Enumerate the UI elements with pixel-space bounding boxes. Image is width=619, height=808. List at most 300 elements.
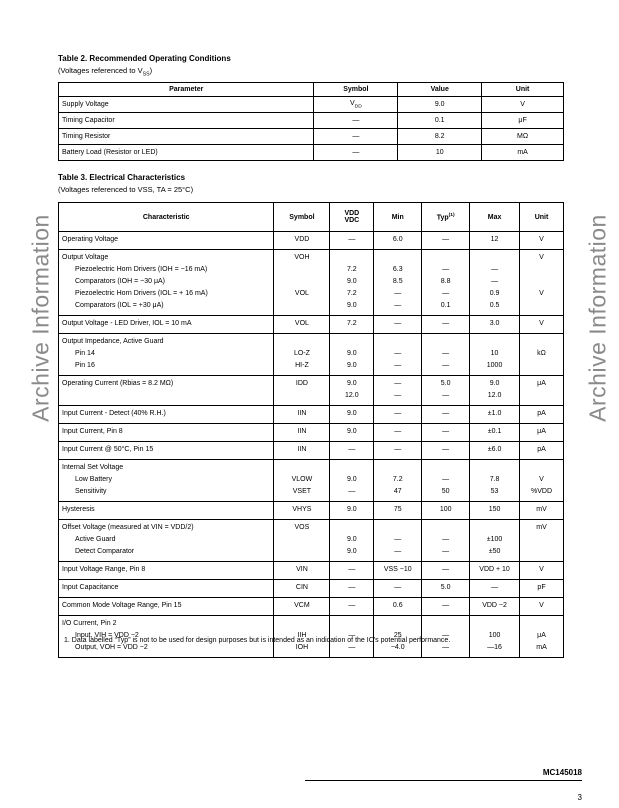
vdd-cell (330, 502, 374, 520)
min-cell (374, 250, 422, 316)
table-header-row (59, 203, 564, 232)
max-cell (470, 232, 520, 250)
characteristic-cell (59, 250, 274, 316)
cell-line: — (442, 632, 450, 639)
unit-cell (520, 460, 564, 502)
cell-line: VSET (292, 488, 312, 495)
max-cell (470, 460, 520, 502)
value-cell: 10 (398, 145, 482, 161)
cell-line: VIN (296, 566, 308, 573)
unit-cell (520, 580, 564, 598)
cell-line: 0.1 (440, 302, 451, 309)
unit-cell (520, 316, 564, 334)
cell-line: 9.0 (346, 428, 357, 435)
cell-line: Operating Voltage (62, 236, 119, 243)
characteristic-cell (59, 502, 274, 520)
column-header-max: Max (470, 203, 520, 232)
characteristic-cell (59, 598, 274, 616)
symbol-cell (274, 442, 330, 460)
typ-cell (422, 232, 470, 250)
max-cell (470, 424, 520, 442)
characteristic-cell (59, 424, 274, 442)
table-row (59, 334, 564, 376)
cell-line (523, 618, 560, 630)
cell-line: Hysteresis (62, 506, 95, 513)
table3-title: Table 3. Electrical Characteristics (58, 173, 186, 182)
archive-watermark-left: Archive Information (27, 214, 54, 422)
table-row (59, 406, 564, 424)
max-cell (470, 580, 520, 598)
cell-line: 9.0 (346, 536, 357, 543)
value-cell: 0.1 (398, 113, 482, 129)
unit-cell (520, 616, 564, 658)
min-cell (374, 460, 422, 502)
cell-line (473, 522, 516, 534)
cell-line: ±50 (488, 548, 501, 555)
cell-line: V (539, 290, 544, 297)
cell-line: μA (537, 380, 546, 387)
cell-line: IIN (297, 428, 307, 435)
cell-line: — (442, 362, 450, 369)
cell-line: μA (537, 632, 546, 639)
cell-line: Output Impedance, Active Guard (62, 338, 164, 345)
cell-line: Operating Current (Rbias = 8.2 MΩ) (62, 380, 174, 387)
cell-line: — (442, 446, 450, 453)
characteristic-cell (59, 580, 274, 598)
table-header-row (59, 83, 564, 97)
cell-line: 10 (490, 350, 499, 357)
cell-line (333, 462, 370, 474)
max-cell (470, 406, 520, 424)
cell-line (277, 546, 326, 558)
cell-line: — (348, 488, 356, 495)
unit-cell (520, 334, 564, 376)
cell-line: −4.0 (390, 644, 405, 651)
cell-line: I/O Current, Pin 2 (62, 620, 117, 627)
electrical-characteristics-table (58, 202, 564, 658)
typ-cell (422, 376, 470, 406)
cell-line (277, 264, 326, 276)
column-header-symbol: Symbol (274, 203, 330, 232)
symbol-cell (274, 232, 330, 250)
cell-line: — (394, 392, 402, 399)
typ-cell (422, 580, 470, 598)
cell-line: %VDD (531, 488, 553, 495)
cell-line: — (394, 362, 402, 369)
cell-line: V (539, 602, 544, 609)
vdd-cell (330, 580, 374, 598)
cell-line: 6.3 (392, 266, 403, 273)
max-cell (470, 334, 520, 376)
min-cell (374, 406, 422, 424)
cell-line: Active Guard (75, 536, 116, 543)
cell-line: 9.0 (346, 380, 357, 387)
cell-line (277, 276, 326, 288)
cell-line: VOL (294, 290, 309, 297)
cell-line: — (394, 380, 402, 387)
symbol-cell (274, 424, 330, 442)
cell-line: — (348, 602, 356, 609)
cell-line: 7.8 (489, 476, 500, 483)
cell-line (523, 276, 560, 288)
unit-cell: μF (482, 113, 564, 129)
characteristic-cell (59, 406, 274, 424)
cell-line: — (394, 428, 402, 435)
cell-line: — (394, 536, 402, 543)
cell-line: — (442, 548, 450, 555)
cell-line: — (442, 410, 450, 417)
cell-line: Input Current - Detect (40% R.H.) (62, 410, 166, 417)
cell-line (277, 462, 326, 474)
cell-line: 12.0 (345, 392, 359, 399)
symbol-cell (274, 316, 330, 334)
table-row (59, 316, 564, 334)
cell-line: VDD + 10 (479, 566, 510, 573)
cell-line: pA (537, 410, 546, 417)
cell-line: — (491, 278, 499, 285)
table-body (59, 232, 564, 658)
cell-line: V (539, 476, 544, 483)
cell-line (333, 618, 370, 630)
max-cell (470, 520, 520, 562)
cell-line (523, 390, 560, 402)
column-header-min: Min (374, 203, 422, 232)
vdd-cell (330, 562, 374, 580)
cell-line: V (539, 254, 544, 261)
cell-line (277, 534, 326, 546)
cell-line: 100 (488, 632, 501, 639)
cell-line (523, 300, 560, 312)
cell-line: VHYS (292, 506, 312, 513)
cell-line: 9.0 (346, 278, 357, 285)
table-row (59, 145, 564, 161)
cell-line: — (442, 236, 450, 243)
cell-line: pA (537, 446, 546, 453)
table3-subtitle: (Voltages referenced to VSS, TA = 25°C) (58, 185, 194, 194)
cell-line (523, 462, 560, 474)
cell-line (377, 462, 418, 474)
cell-line (277, 390, 326, 402)
cell-line: VDD (294, 236, 310, 243)
min-cell (374, 598, 422, 616)
symbol-cell: — (314, 145, 398, 161)
cell-line: Detect Comparator (75, 548, 135, 555)
table-row (59, 250, 564, 316)
cell-line: 1000 (486, 362, 503, 369)
parameter-cell: Timing Resistor (59, 129, 314, 145)
unit-cell (520, 442, 564, 460)
typ-cell (422, 250, 470, 316)
cell-line: Comparators (IOH = −30 μA) (75, 278, 166, 285)
cell-line: V (539, 566, 544, 573)
cell-line: Input Current, Pin 8 (62, 428, 123, 435)
cell-line: — (394, 350, 402, 357)
cell-line: Output, VOH = VDD −2 (75, 644, 148, 651)
cell-line: 8.5 (392, 278, 403, 285)
vdd-cell (330, 250, 374, 316)
footer-divider (305, 780, 582, 781)
cell-line: 9.0 (489, 380, 500, 387)
cell-line: — (442, 476, 450, 483)
cell-line: VLOW (291, 476, 313, 483)
cell-line: 6.0 (392, 236, 403, 243)
symbol-cell (274, 334, 330, 376)
vdd-cell (330, 598, 374, 616)
min-cell (374, 502, 422, 520)
cell-line: — (442, 320, 450, 327)
vdd-cell (330, 520, 374, 562)
cell-line: mV (536, 506, 547, 513)
typ-cell (422, 598, 470, 616)
cell-line: 100 (439, 506, 452, 513)
symbol-cell: — (314, 129, 398, 145)
cell-line: kΩ (537, 350, 546, 357)
unit-cell (520, 250, 564, 316)
cell-line: IIH (297, 632, 307, 639)
cell-line: 9.0 (346, 548, 357, 555)
typ-cell (422, 424, 470, 442)
max-cell (470, 316, 520, 334)
cell-line: 47 (393, 488, 402, 495)
symbol-cell (274, 598, 330, 616)
table2-title: Table 2. Recommended Operating Conditions (58, 54, 231, 63)
max-cell (470, 502, 520, 520)
cell-line: Input Current @ 50°C, Pin 15 (62, 446, 154, 453)
cell-line: — (348, 644, 356, 651)
cell-line: — (348, 236, 356, 243)
cell-line: — (348, 632, 356, 639)
cell-line (277, 336, 326, 348)
cell-line: — (442, 350, 450, 357)
cell-line: Low Battery (75, 476, 112, 483)
cell-line (425, 618, 466, 630)
characteristic-cell (59, 232, 274, 250)
cell-line (377, 618, 418, 630)
parameter-cell: Supply Voltage (59, 97, 314, 113)
cell-line: — (394, 320, 402, 327)
unit-cell (520, 232, 564, 250)
column-header: Symbol (314, 83, 398, 97)
cell-line: 0.5 (489, 302, 500, 309)
vdd-cell (330, 424, 374, 442)
cell-line: pF (537, 584, 546, 591)
characteristic-cell (59, 442, 274, 460)
table-row (59, 580, 564, 598)
symbol-cell (274, 376, 330, 406)
typ-cell (422, 334, 470, 376)
max-cell (470, 376, 520, 406)
unit-cell: MΩ (482, 129, 564, 145)
cell-line: IOH (295, 644, 309, 651)
table-row (59, 502, 564, 520)
cell-line: mA (536, 644, 547, 651)
cell-line: V (539, 236, 544, 243)
unit-cell (520, 520, 564, 562)
cell-line: Input Voltage Range, Pin 8 (62, 566, 146, 573)
max-cell (470, 616, 520, 658)
table-row (59, 520, 564, 562)
characteristic-cell (59, 562, 274, 580)
cell-line: 9.0 (346, 410, 357, 417)
cell-line: — (394, 410, 402, 417)
min-cell (374, 442, 422, 460)
characteristic-cell (59, 460, 274, 502)
cell-line: Internal Set Voltage (62, 464, 124, 471)
cell-line: VOL (294, 320, 309, 327)
typ-cell (422, 442, 470, 460)
vdd-cell (330, 316, 374, 334)
vdd-cell (330, 442, 374, 460)
cell-line (523, 546, 560, 558)
min-cell (374, 334, 422, 376)
vdd-cell (330, 376, 374, 406)
vdd-cell (330, 406, 374, 424)
column-header-vdd: VDD VDC (330, 203, 374, 232)
symbol-cell (274, 502, 330, 520)
typ-cell (422, 460, 470, 502)
table-row (59, 598, 564, 616)
cell-line (62, 390, 270, 402)
cell-line: 3.0 (489, 320, 500, 327)
cell-line (333, 522, 370, 534)
typ-cell (422, 520, 470, 562)
cell-line: 9.0 (346, 350, 357, 357)
table2-subtitle: (Voltages referenced to $V_{SS}$) (58, 66, 153, 78)
cell-line (523, 336, 560, 348)
cell-line: 150 (488, 506, 501, 513)
cell-line (425, 462, 466, 474)
typ-cell (422, 316, 470, 334)
typ-cell (422, 502, 470, 520)
unit-cell (520, 376, 564, 406)
max-cell (470, 442, 520, 460)
cell-line: 7.2 (392, 476, 403, 483)
cell-line: Output Voltage - LED Driver, IOL = 10 mA (62, 320, 192, 327)
min-cell (374, 580, 422, 598)
characteristic-cell (59, 334, 274, 376)
table-row (59, 97, 564, 113)
cell-line (333, 252, 370, 264)
cell-line: mV (536, 524, 547, 531)
unit-cell (520, 598, 564, 616)
cell-line: 0.6 (392, 602, 403, 609)
unit-cell (520, 502, 564, 520)
cell-line: ±1.0 (487, 410, 502, 417)
recommended-operating-conditions-table (58, 82, 564, 161)
cell-line: 53 (490, 488, 499, 495)
symbol-cell: $V_{DD}$ (314, 97, 398, 113)
max-cell (470, 250, 520, 316)
column-header-unit: Unit (520, 203, 564, 232)
cell-line: — (491, 266, 499, 273)
cell-line: 7.2 (346, 290, 357, 297)
cell-line (333, 336, 370, 348)
cell-line: — (442, 266, 450, 273)
cell-line: 0.9 (489, 290, 500, 297)
parameter-cell: Battery Load (Resistor or LED) (59, 145, 314, 161)
cell-line: 9.0 (346, 302, 357, 309)
vdd-cell (330, 334, 374, 376)
cell-line: 8.8 (440, 278, 451, 285)
table-row (59, 376, 564, 406)
table-row (59, 562, 564, 580)
cell-line: V (539, 320, 544, 327)
typ-cell (422, 406, 470, 424)
cell-line: — (442, 392, 450, 399)
cell-line (377, 252, 418, 264)
cell-line: — (348, 584, 356, 591)
cell-line: ±6.0 (487, 446, 502, 453)
cell-line: Piezoelectric Horn Drivers (IOH = −16 mA) (75, 266, 208, 273)
cell-line: — (394, 446, 402, 453)
min-cell (374, 316, 422, 334)
cell-line: — (394, 302, 402, 309)
cell-line (473, 618, 516, 630)
symbol-cell (274, 406, 330, 424)
cell-line: VSS −10 (383, 566, 412, 573)
column-header-typ: Typ$^{(1)}$ (422, 203, 470, 232)
cell-line: 25 (393, 632, 402, 639)
typ-cell (422, 562, 470, 580)
cell-line: — (348, 446, 356, 453)
symbol-cell (274, 562, 330, 580)
cell-line: 75 (393, 506, 402, 513)
footnote: 1. Data labelled “Typ” is not to be used for design purposes but is intended as an indication of the IC’s potential performance. (64, 637, 451, 644)
cell-line: Output Voltage (62, 254, 109, 261)
min-cell (374, 232, 422, 250)
cell-line: Piezoelectric Horn Drivers (IOL = + 16 mA) (75, 290, 208, 297)
table-row (59, 232, 564, 250)
symbol-cell (274, 520, 330, 562)
cell-line: VDD −2 (482, 602, 507, 609)
cell-line: IIN (297, 410, 307, 417)
value-cell: 8.2 (398, 129, 482, 145)
cell-line: — (491, 584, 499, 591)
cell-line: —16 (487, 644, 502, 651)
vdd-cell (330, 232, 374, 250)
cell-line (425, 252, 466, 264)
unit-cell (520, 424, 564, 442)
cell-line: 7.2 (346, 266, 357, 273)
cell-line: 9.0 (346, 476, 357, 483)
cell-line (377, 336, 418, 348)
max-cell (470, 562, 520, 580)
value-cell: 9.0 (398, 97, 482, 113)
cell-line: — (348, 566, 356, 573)
cell-line: Sensitivity (75, 488, 107, 495)
table-row (59, 424, 564, 442)
cell-line: — (442, 602, 450, 609)
cell-line: IDD (295, 380, 308, 387)
min-cell (374, 520, 422, 562)
cell-line: — (442, 290, 450, 297)
unit-cell: mA (482, 145, 564, 161)
cell-line: — (442, 644, 450, 651)
cell-line: LO-Z (293, 350, 310, 357)
cell-line: — (394, 584, 402, 591)
min-cell (374, 424, 422, 442)
cell-line: ±0.1 (487, 428, 502, 435)
cell-line: — (442, 566, 450, 573)
cell-line: — (442, 428, 450, 435)
table-row (59, 113, 564, 129)
cell-line: Input Capacitance (62, 584, 119, 591)
cell-line: IIN (297, 446, 307, 453)
cell-line: VOS (294, 524, 310, 531)
max-cell (470, 598, 520, 616)
cell-line: CIN (295, 584, 308, 591)
cell-line: HI-Z (295, 362, 309, 369)
